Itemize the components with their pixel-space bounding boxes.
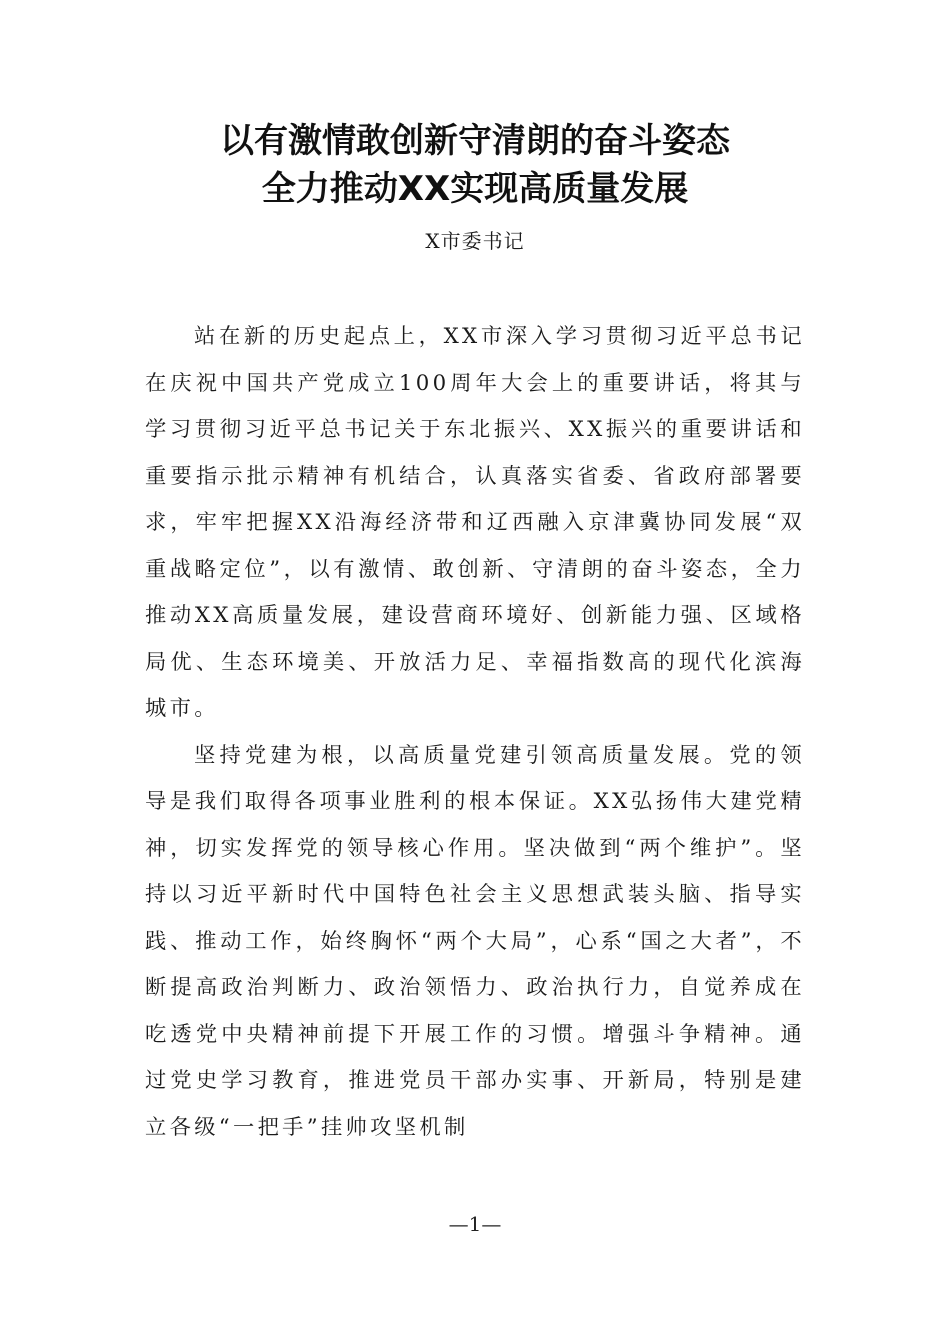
paragraph: 站在新的历史起点上，XX市深入学习贯彻习近平总书记在庆祝中国共产党成立100周年大会上的重要讲话，将其与学习贯彻习近平总书记关于东北振兴、XX振兴的重要讲话和重要指示批示精神有机结合，认真落实省委、省政府部署要求，牢牢把握XX沿海经济带和辽西融入京津冀协同发展“双重战略定位”，以有激情、敢创新、守清朗的奋斗姿态，全力推动XX高质量发展，建设营商环境好、创新能力强、区域格局优、生态环境美、开放活力足、幸福指数高的现代化滨海城市。 — [145, 324, 805, 721]
document-title-line-2: 全力推动XX实现高质量发展 — [261, 169, 689, 209]
paragraph: 坚持党建为根，以高质量党建引领高质量发展。党的领导是我们取得各项事业胜利的根本保证。XX弘扬伟大建党精神，切实发挥党的领导核心作用。坚决做到“两个维护”。坚持以习近平新时代中国特色社会主义思想武装头脑、指导实践、推动工作，始终胸怀“两个大局”，心系“国之大者”，不断提高政治判断力、政治领悟力、政治执行力，自觉养成在吃透党中央精神前提下开展工作的习惯。增强斗争精神。通过党史学习教育，推进党员干部办实事、开新局，特别是建立各级“一把手”挂帅攻坚机制 — [145, 742, 805, 1140]
page-number: —1— — [448, 1212, 502, 1236]
document-body — [145, 314, 805, 1151]
document-author: X市委书记 — [425, 229, 525, 253]
document-title-line-1: 以有激情敢创新守清朗的奋斗姿态 — [220, 121, 730, 161]
